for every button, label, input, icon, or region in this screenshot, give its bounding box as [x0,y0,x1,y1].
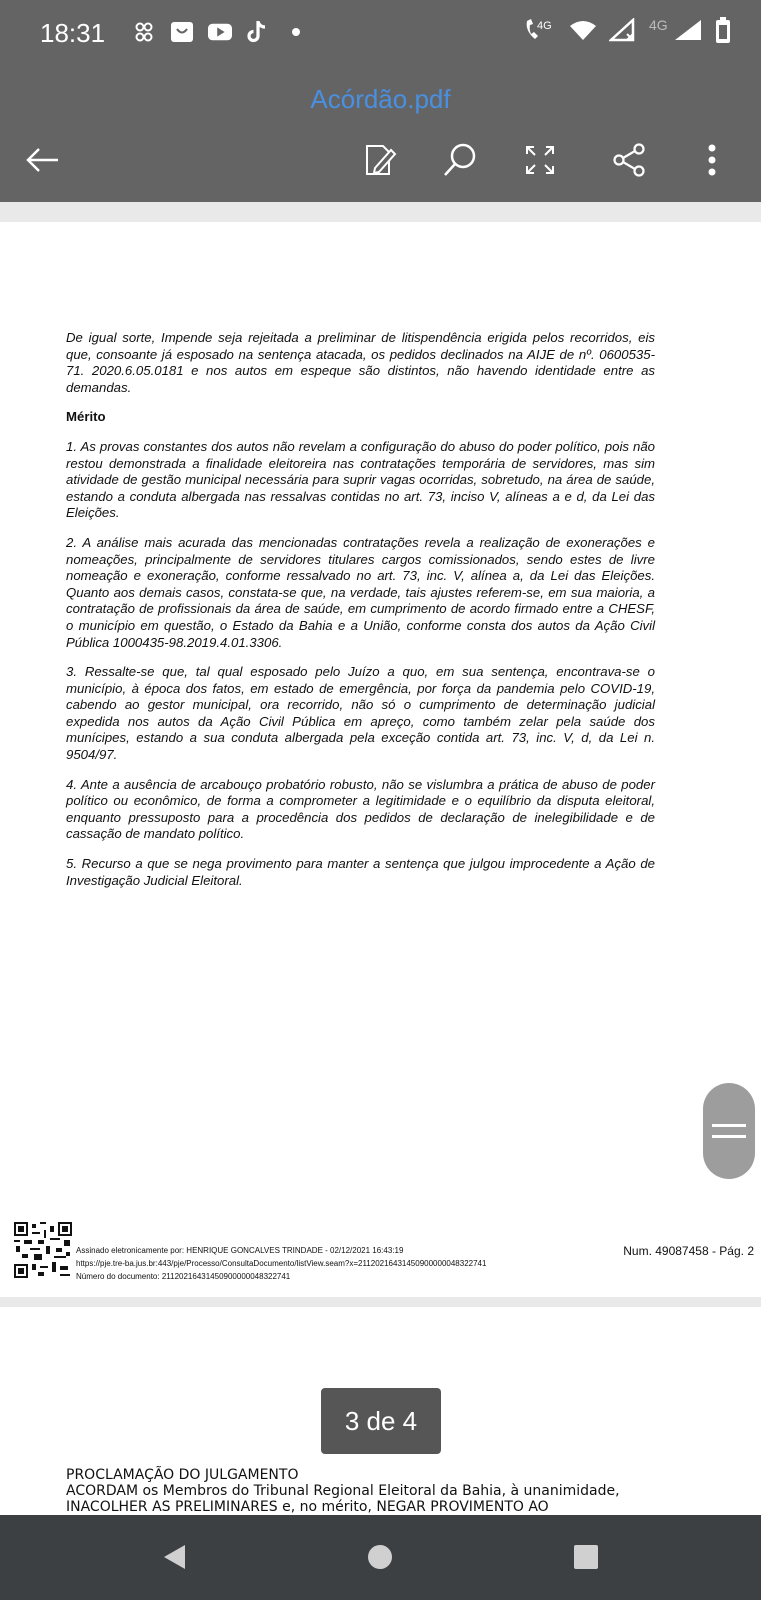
dot-icon [284,20,308,44]
section-heading: Mérito [66,409,106,425]
intro-paragraph: De igual sorte, Impende seja rejeitada a preliminar de litispendência erigida pelos recorridos, eis que, consoante já esposado na sentença atacada, os pedidos declinados na AIJE de nº. 0600535-71. 2020.6.05.0181 e nos autos em espeque são distintos, não havendo identidade entre as demandas. [66,330,655,395]
back-arrow-icon [24,145,60,175]
fullscreen-icon [524,144,556,176]
edit-button[interactable] [358,138,402,182]
network-a-label: 4G [537,20,552,32]
back-arrow-button[interactable] [20,138,64,182]
proclamation-text [66,1467,655,1515]
handle-line [712,1135,746,1138]
edit-icon [363,142,397,178]
signal-icon [649,18,703,42]
page-number-label: Num. 49087458 - Pág. 2 [623,1244,754,1258]
search-icon [442,142,478,178]
tiktok-icon [246,20,270,44]
system-nav-bar [0,1515,761,1600]
network-b-label: 4G [649,18,668,33]
fast-scroll-handle[interactable] [703,1083,755,1179]
search-button[interactable] [438,138,482,182]
signed-by: Assinado eletronicamente por: HENRIQUE GONCALVES TRINDADE - 02/12/2021 16:43:19 [76,1246,404,1255]
handle-line [712,1124,746,1127]
document-url[interactable]: https://pje.tre-ba.jus.br:443/pje/Processo/ConsultaDocumento/listView.seam?x=21120216431450900000048322741 [76,1259,487,1268]
signature-block [76,1244,486,1283]
qr-code-icon [14,1222,72,1278]
proclamation-line-1: ACORDAM os Membros do Tribunal Regional Eleitoral da Bahia, à unanimidade, [66,1483,620,1499]
status-icons-right [523,18,731,42]
status-icons-left [132,20,308,44]
nav-back-button[interactable] [154,1537,194,1577]
wifi-icon [569,18,597,42]
status-time: 18:31 [40,18,106,48]
nav-recents-button[interactable] [566,1537,606,1577]
document-title: Acórdão.pdf [310,84,451,114]
page-body [66,330,655,902]
proclamation-line-2: INACOLHER AS PRELIMINARES e, no mérito, NEGAR PROVIMENTO AO [66,1499,549,1515]
merit-item-4: 4. Ante a ausência de arcabouço probatório robusto, não se vislumbra a prática de abuso de poder político ou econômico, de forma a comprometer a legitimidade e o equilíbrio da disputa eleitoral, enquanto pressuposto para a procedência dos pedidos de declaração de inelegibilidade e de cassação de mandato político. [66,776,655,842]
nav-home-button[interactable] [360,1537,400,1577]
proclamation-heading: PROCLAMAÇÃO DO JULGAMENTO [66,1467,299,1483]
battery-icon [715,18,731,42]
wifi-call-icon [523,18,557,42]
merit-item-5: 5. Recurso a que se nega provimento para manter a sentença que julgou improcedente a Ação de Investigação Judicial Eleitoral. [66,856,655,888]
back-icon [161,1543,187,1571]
youtube-icon [208,20,232,44]
shop-icon [170,20,194,44]
merit-item-3: 3. Ressalte-se que, tal qual esposado pelo Juízo a quo, em sua sentença, encontrava-se o município, à época dos fatos, em estado de emergência, por força da pandemia pelo COVID-19, cabendo ao gestor municipal, ora recorrido, não só o cumprimento de determinação judicial expedida nos autos da Ação Civil Pública em apreço, como também zelar pela saúde dos munícipes, estando a sua conduta albergada pela exceção contida art. 73, inc. V, d, da Lei n. 9504/97. [66,664,655,763]
signature-footer [14,1222,754,1282]
more-vert-icon [707,144,717,176]
fullscreen-button[interactable] [518,138,562,182]
app-top-bar [0,0,761,202]
share-button[interactable] [607,138,651,182]
pdf-page[interactable] [0,222,761,1297]
dual-clock-icon [132,20,156,44]
share-icon [612,143,646,177]
more-options-button[interactable] [690,138,734,182]
recents-icon [573,1544,599,1570]
document-number: Número do documento: 21120216431450900000048322741 [76,1272,291,1281]
merit-item-1: 1. As provas constantes dos autos não revelam a configuração do abuso do poder político, pois não restou demonstrada a finalidade eleitoreira nas contratações temporária de servidores, mas sim atividade de gestão municipal necessária para suprir vagas ocorridas, sobretudo, na área de saúde, estando a conduta albergada nas ressalvas contidas no art. 73, inciso V, alíneas a e d, da Lei das Eleições. [66,438,655,521]
merit-item-2: 2. A análise mais acurada das mencionadas contratações revela a realização de exonerações e nomeações, principalmente de servidores titulares cargos comissionados, sendo estes de livre nomeação e exoneração, conforme ressalvado no art. 73, inc. V, alínea a, da Lei das Eleições. Quanto aos demais casos, constata-se que, na verdade, tais ajustes referem-se, em sua maioria, a contratação de profissionais da área de saúde, em cumprimento de acordo firmado entre a CHESF, o município em questão, o Estado da Bahia e a União, conforme consta dos autos da Ação Civil Pública 1000435-98.2019.4.01.3306. [66,534,655,650]
page-indicator: 3 de 4 [321,1388,441,1454]
home-icon [366,1543,394,1571]
signal-x-icon [609,18,637,42]
